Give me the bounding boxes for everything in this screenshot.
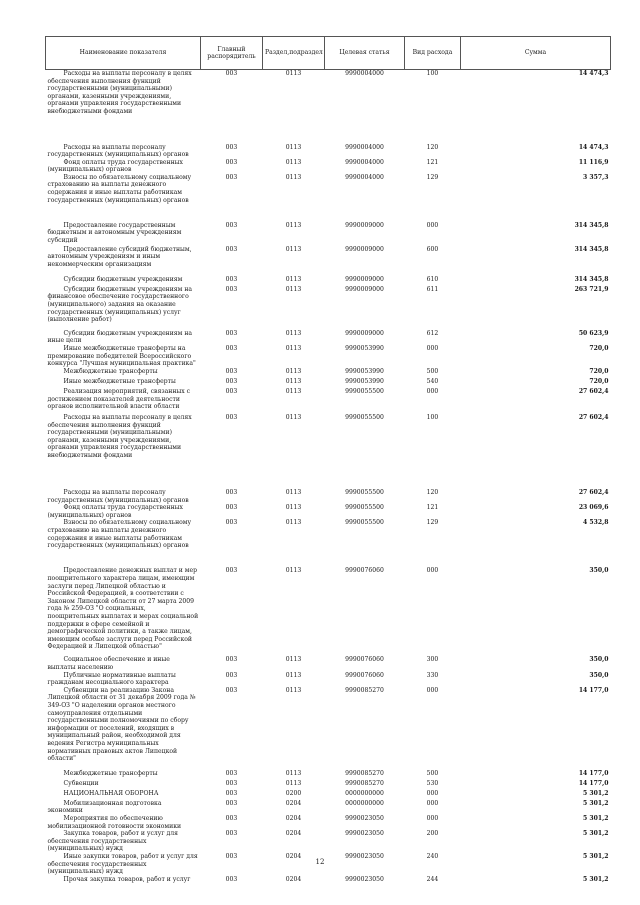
row-target-item: 9990009000: [345, 329, 384, 337]
row-section: 0113: [285, 70, 302, 77]
row-expense-type: 120: [426, 489, 439, 497]
row-amount: 720,0: [589, 368, 609, 376]
row-expense-type: 000: [426, 345, 439, 353]
row-main-administrator: 003: [225, 876, 238, 884]
row-section: 0113: [285, 245, 302, 253]
row-name: Публичные нормативные выплаты гражданам несоциального характера: [47, 671, 176, 687]
row-target-item: 9990023050: [345, 853, 384, 861]
row-main-administrator: 003: [225, 686, 238, 694]
row-target-item: 9990076060: [345, 671, 384, 679]
table-row: [46, 672, 611, 687]
table-row: [46, 654, 611, 671]
table-row: [46, 246, 611, 276]
table-row: [46, 790, 611, 800]
row-expense-type: 000: [426, 815, 439, 822]
row-amount: 14 177,0: [578, 779, 609, 787]
row-amount: 14 474,3: [578, 143, 609, 151]
row-expense-type: 244: [426, 876, 439, 884]
row-amount: 27 602,4: [578, 414, 609, 422]
row-target-item: 9990085270: [345, 779, 384, 787]
row-main-administrator: 003: [225, 378, 238, 386]
row-name: Закупка товаров, работ и услуг для обеспечения государственных (муниципальных) нужд: [47, 830, 178, 853]
row-expense-type: 000: [426, 388, 439, 396]
row-expense-type: 600: [426, 245, 439, 253]
row-section: 0113: [285, 504, 302, 512]
row-expense-type: 612: [426, 329, 439, 337]
row-expense-type: 120: [426, 143, 439, 151]
table-row: [46, 800, 611, 815]
table-row: [46, 489, 611, 504]
row-main-administrator: 003: [225, 830, 238, 838]
table-row: [46, 830, 611, 853]
row-amount: 263 721,9: [574, 285, 609, 293]
row-section: 0113: [285, 143, 302, 151]
row-main-administrator: 003: [225, 414, 238, 422]
table-row: [46, 286, 611, 330]
row-section: 0113: [285, 656, 302, 664]
row-expense-type: 129: [426, 519, 439, 527]
row-target-item: 9990085270: [345, 769, 384, 777]
row-target-item: 9990053990: [345, 378, 384, 386]
row-section: 0113: [285, 173, 302, 181]
row-name: Субсидии бюджетным учреждениям: [63, 275, 183, 283]
header-section: Раздел,подраздел: [263, 37, 325, 70]
table-row: [46, 216, 611, 246]
row-target-item: 9990085270: [345, 686, 384, 694]
header-expense-type: Вид расхода: [405, 37, 461, 70]
row-name: Иные закупки товаров, работ и услуг для обеспечения государственных (муниципальных) нужд: [47, 853, 198, 876]
row-expense-type: 200: [426, 830, 439, 838]
row-main-administrator: 003: [225, 815, 238, 822]
row-main-administrator: 003: [225, 345, 238, 353]
document-page: [45, 36, 610, 891]
row-expense-type: 500: [426, 769, 439, 777]
row-section: 0204: [285, 853, 302, 861]
row-section: 0113: [285, 388, 302, 396]
row-main-administrator: 003: [225, 158, 238, 166]
row-amount: 350,0: [589, 671, 609, 679]
row-name: Реализация мероприятий, связанных с достижением показателей деятельности органов исполнительной власти области: [47, 388, 191, 411]
row-target-item: 9990076060: [345, 656, 384, 664]
row-amount: 5 301,2: [583, 789, 609, 797]
row-main-administrator: 003: [225, 285, 238, 293]
row-name: Прочая закупка товаров, работ и услуг: [63, 876, 191, 884]
row-main-administrator: 003: [225, 671, 238, 679]
row-main-administrator: 003: [225, 221, 238, 229]
row-section: 0200: [285, 789, 302, 797]
row-target-item: 9990004000: [345, 70, 384, 77]
row-amount: 350,0: [589, 656, 609, 664]
row-name: Социальное обеспечение и иные выплаты населению: [47, 656, 170, 672]
row-main-administrator: 003: [225, 519, 238, 527]
row-main-administrator: 003: [225, 799, 238, 807]
row-main-administrator: 003: [225, 368, 238, 376]
header-amount: Сумма: [461, 37, 611, 70]
row-amount: 27 602,4: [578, 388, 609, 396]
row-name: Взносы по обязательному социальному страхованию на выплаты денежного содержания и иные выплаты работникам государственных (муниципальных) органов: [47, 173, 192, 204]
row-expense-type: 330: [426, 671, 439, 679]
row-amount: 314 345,8: [574, 221, 609, 229]
row-amount: 14 177,0: [578, 769, 609, 777]
row-expense-type: 240: [426, 853, 439, 861]
table-row: [46, 330, 611, 345]
row-target-item: 9990076060: [345, 567, 384, 575]
table-row: [46, 174, 611, 216]
row-name: Межбюджетные трансферты: [63, 368, 158, 376]
row-amount: 5 301,2: [583, 815, 609, 822]
row-main-administrator: 003: [225, 275, 238, 283]
row-name: Взносы по обязательному социальному страхованию на выплаты денежного содержания и иные выплаты работникам государственных (муниципальных) органов: [47, 519, 192, 550]
header-target-item: Целевая статья: [325, 37, 405, 70]
table-row: [46, 368, 611, 378]
row-target-item: 0000000000: [345, 799, 384, 807]
row-target-item: 9990009000: [345, 275, 384, 283]
row-expense-type: 610: [426, 275, 439, 283]
row-target-item: 9990004000: [345, 173, 384, 181]
row-section: 0113: [285, 345, 302, 353]
row-amount: 314 345,8: [574, 275, 609, 283]
row-target-item: 9990055500: [345, 519, 384, 527]
row-name: Мобилизационная подготовка экономики: [47, 799, 162, 815]
row-name: Предоставление государственным бюджетным и автономным учреждениям субсидий: [47, 221, 182, 245]
row-name: Субвенции на реализацию Закона Липецкой области от 31 декабря 2009 года № 349-ОЗ "О наделении органов местного самоуправления отдельными государственными полномочиями по сбору информации от поселений, входящих в муниципальный район, необходимой для ведения Регистра муниципальных нормативных правовых актов Липецкой области": [47, 686, 196, 763]
row-main-administrator: 003: [225, 853, 238, 861]
row-expense-type: 121: [426, 504, 439, 512]
row-target-item: 9990004000: [345, 143, 384, 151]
row-section: 0113: [285, 221, 302, 229]
row-expense-type: 300: [426, 656, 439, 664]
row-target-item: 9990053990: [345, 368, 384, 376]
table-row: [46, 815, 611, 830]
row-amount: 720,0: [589, 345, 609, 353]
table-row: [46, 504, 611, 519]
row-section: 0113: [285, 368, 302, 376]
row-section: 0113: [285, 671, 302, 679]
row-main-administrator: 003: [225, 769, 238, 777]
row-section: 0113: [285, 519, 302, 527]
row-main-administrator: 003: [225, 173, 238, 181]
row-target-item: 9990055500: [345, 388, 384, 396]
row-target-item: 9990023050: [345, 830, 384, 838]
row-expense-type: 129: [426, 173, 439, 181]
row-amount: 3 357,3: [583, 173, 609, 181]
header-main-administrator: Главный распорядитель: [201, 37, 263, 70]
table-row: [46, 144, 611, 159]
row-name: Субсидии бюджетным учреждениям на иные цели: [47, 329, 193, 345]
row-target-item: 9990023050: [345, 876, 384, 884]
row-name: Фонд оплаты труда государственных (муниципальных) органов: [47, 158, 183, 174]
page-number: 12: [315, 858, 325, 866]
header-name: Наименование показателя: [46, 37, 201, 70]
row-expense-type: 540: [426, 378, 439, 386]
row-amount: 5 301,2: [583, 830, 609, 838]
row-expense-type: 100: [426, 70, 439, 77]
row-expense-type: 100: [426, 414, 439, 422]
row-section: 0113: [285, 158, 302, 166]
row-main-administrator: 003: [225, 504, 238, 512]
row-section: 0113: [285, 378, 302, 386]
row-amount: 5 301,2: [583, 876, 609, 884]
row-section: 0113: [285, 414, 302, 422]
row-target-item: 9990055500: [345, 489, 384, 497]
row-expense-type: 000: [426, 686, 439, 694]
row-target-item: 9990055500: [345, 414, 384, 422]
row-name: Субсидии бюджетным учреждениям на финансовое обеспечение государственного (муниципального) задания на оказание государственных (муниципальных) услуг (выполнение работ): [47, 285, 193, 324]
table-row: [46, 159, 611, 174]
row-main-administrator: 003: [225, 656, 238, 664]
row-amount: 5 301,2: [583, 799, 609, 807]
row-target-item: 9990009000: [345, 221, 384, 229]
row-main-administrator: 003: [225, 143, 238, 151]
row-expense-type: 611: [426, 285, 439, 293]
row-section: 0204: [285, 815, 302, 822]
row-target-item: 9990053990: [345, 345, 384, 353]
row-section: 0113: [285, 329, 302, 337]
table-row: [46, 276, 611, 286]
row-name: Фонд оплаты труда государственных (муниципальных) органов: [47, 504, 183, 519]
table-row: [46, 388, 611, 414]
row-name: НАЦИОНАЛЬНАЯ ОБОРОНА: [63, 789, 159, 797]
table-row: [46, 561, 611, 654]
row-amount: 11 116,9: [578, 158, 609, 166]
row-amount: 350,0: [589, 567, 609, 575]
row-amount: 27 602,4: [578, 489, 609, 497]
row-main-administrator: 003: [225, 567, 238, 575]
row-amount: 14 177,0: [578, 686, 609, 694]
row-section: 0204: [285, 876, 302, 884]
row-section: 0113: [285, 489, 302, 497]
row-name: Предоставление субсидий бюджетным, автономным учреждениям и иным некоммерческим организациям: [47, 245, 192, 269]
row-name: Расходы на выплаты персоналу в целях обеспечения выполнения функций государственными (муниципальными) органами, казенными учреждениями, органами управления государственными внебюджетными фондами: [47, 414, 192, 460]
table-body: [46, 70, 611, 892]
row-main-administrator: 003: [225, 245, 238, 253]
row-target-item: 9990009000: [345, 245, 384, 253]
row-name: Расходы на выплаты персоналу государственных (муниципальных) органов: [47, 143, 189, 159]
row-target-item: 9990009000: [345, 285, 384, 293]
row-target-item: 9990055500: [345, 504, 384, 512]
row-amount: 50 623,9: [578, 329, 609, 337]
row-section: 0113: [285, 779, 302, 787]
row-expense-type: 000: [426, 221, 439, 229]
row-amount: 5 301,2: [583, 853, 609, 861]
row-main-administrator: 003: [225, 388, 238, 396]
row-section: 0113: [285, 285, 302, 293]
row-expense-type: 500: [426, 368, 439, 376]
row-section: 0204: [285, 799, 302, 807]
row-name: Расходы на выплаты персоналу государственных (муниципальных) органов: [47, 489, 189, 504]
row-expense-type: 121: [426, 158, 439, 166]
table-row: [46, 519, 611, 561]
row-expense-type: 000: [426, 799, 439, 807]
row-main-administrator: 003: [225, 489, 238, 497]
row-name: Иные межбюджетные трансферты: [63, 378, 176, 386]
row-name: Мероприятия по обеспечению мобилизационной готовности экономики: [47, 815, 182, 830]
table-row: [46, 345, 611, 368]
row-section: 0204: [285, 830, 302, 838]
row-main-administrator: 003: [225, 789, 238, 797]
row-amount: 4 532,8: [583, 519, 609, 527]
table-row: [46, 876, 611, 891]
row-expense-type: 530: [426, 779, 439, 787]
row-name: Предоставление денежных выплат и мер поощрительного характера лицам, имеющим заслуги перед Липецкой областью и Российской Федерацией, в соответствии с Законом Липецкой области от 27 марта 2009 года № 259-ОЗ "О социальных, поощрительных выплатах и мерах социальной поддержки в сфере семейной и демографической политики, а также лицам, имеющим особые заслуги перед Российской Федерацией и Липецкой областью": [47, 567, 199, 651]
row-name: Иные межбюджетные трансферты на премирование победителей Всероссийского конкурса "Лучшая муниципальная практика": [47, 345, 196, 368]
row-expense-type: 000: [426, 789, 439, 797]
table-row: [46, 414, 611, 489]
row-main-administrator: 003: [225, 779, 238, 787]
row-target-item: 0000000000: [345, 789, 384, 797]
row-amount: 720,0: [589, 378, 609, 386]
row-amount: 314 345,8: [574, 245, 609, 253]
row-target-item: 9990023050: [345, 815, 384, 822]
row-name: Расходы на выплаты персоналу в целях обеспечения выполнения функций государственными (муниципальными) органами, казенными учреждениями, органами управления государственными внебюджетными фондами: [47, 70, 192, 115]
table-row: [46, 378, 611, 388]
row-amount: 14 474,3: [578, 70, 609, 77]
row-name: Межбюджетные трансферты: [63, 769, 158, 777]
row-section: 0113: [285, 769, 302, 777]
row-target-item: 9990004000: [345, 158, 384, 166]
row-amount: 23 069,6: [578, 504, 609, 512]
row-section: 0113: [285, 275, 302, 283]
table-row: [46, 687, 611, 770]
table-row: [46, 780, 611, 790]
row-expense-type: 000: [426, 567, 439, 575]
row-name: Субвенции: [63, 779, 99, 787]
table-row: [46, 70, 611, 144]
row-section: 0113: [285, 686, 302, 694]
row-section: 0113: [285, 567, 302, 575]
row-main-administrator: 003: [225, 329, 238, 337]
row-main-administrator: 003: [225, 70, 238, 77]
budget-table: [45, 36, 611, 891]
table-header-row: [46, 37, 611, 70]
table-row: [46, 770, 611, 780]
